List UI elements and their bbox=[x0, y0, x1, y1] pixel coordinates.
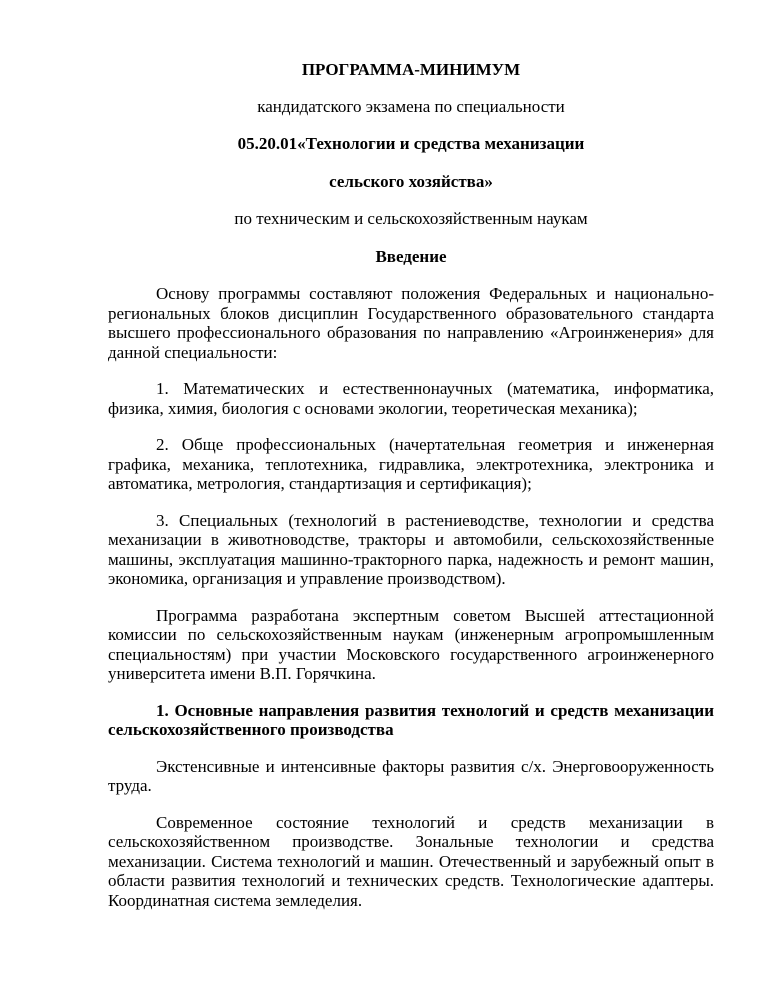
document-title: ПРОГРАММА-МИНИМУМ bbox=[301, 60, 521, 79]
document-subtitle: кандидатского экзамена по специальности bbox=[257, 96, 565, 116]
section-1-paragraph-2: Современное состояние технологий и средств механизации в сельскохозяйственном производстве. Зональные технологии и средства механизации. Система технологий и машин. Отечественный и зарубежный опыт в области развития технологий и технических средств. Технологические адаптеры. Координатная система земледелия. bbox=[108, 812, 714, 910]
intro-heading: Введение bbox=[375, 246, 447, 266]
document-page bbox=[108, 60, 714, 927]
specialty-title-line-1: 05.20.01«Технологии и средства механизации bbox=[237, 134, 585, 153]
sciences-line: по техническим и сельскохозяйственным наукам bbox=[234, 209, 588, 228]
intro-paragraph-1: Основу программы составляют положения Федеральных и национально-региональных блоков дисциплин Государственного образовательного стандарта высшего профессионального образования по направлению «Агроинженерия» для данной специальности: bbox=[108, 284, 714, 362]
specialty-title-line-2: сельского хозяйства» bbox=[329, 171, 493, 191]
intro-paragraph-3: 2. Обще профессиональных (начертательная геометрия и инженерная графика, механика, теплотехника, гидравлика, электротехника, электроника и автоматика, метрология, стандартизация и сертификация); bbox=[108, 435, 714, 493]
section-1-heading: 1. Основные направления развития технологий и средств механизации сельскохозяйственного производства bbox=[108, 700, 714, 739]
intro-paragraph-2: 1. Математических и естественнонаучных (математика, информатика, физика, химия, биология с основами экологии, теоретическая механика); bbox=[108, 379, 714, 418]
intro-paragraph-4: 3. Специальных (технологий в растениеводстве, технологии и средства механизации в животноводстве, тракторы и автомобили, сельскохозяйственные машины, эксплуатация машинно-тракторного парка, надежность и ремонт машин, экономика, организация и управление производством). bbox=[108, 510, 714, 588]
section-1-paragraph-1: Экстенсивные и интенсивные факторы развития с/х. Энерговооруженность труда. bbox=[108, 756, 714, 795]
intro-paragraph-5: Программа разработана экспертным советом Высшей аттестационной комиссии по сельскохозяйственным наукам (инженерным агропромышленным специальностям) при участии Московского государственного агроинженерного университета имени В.П. Горячкина. bbox=[108, 605, 714, 683]
